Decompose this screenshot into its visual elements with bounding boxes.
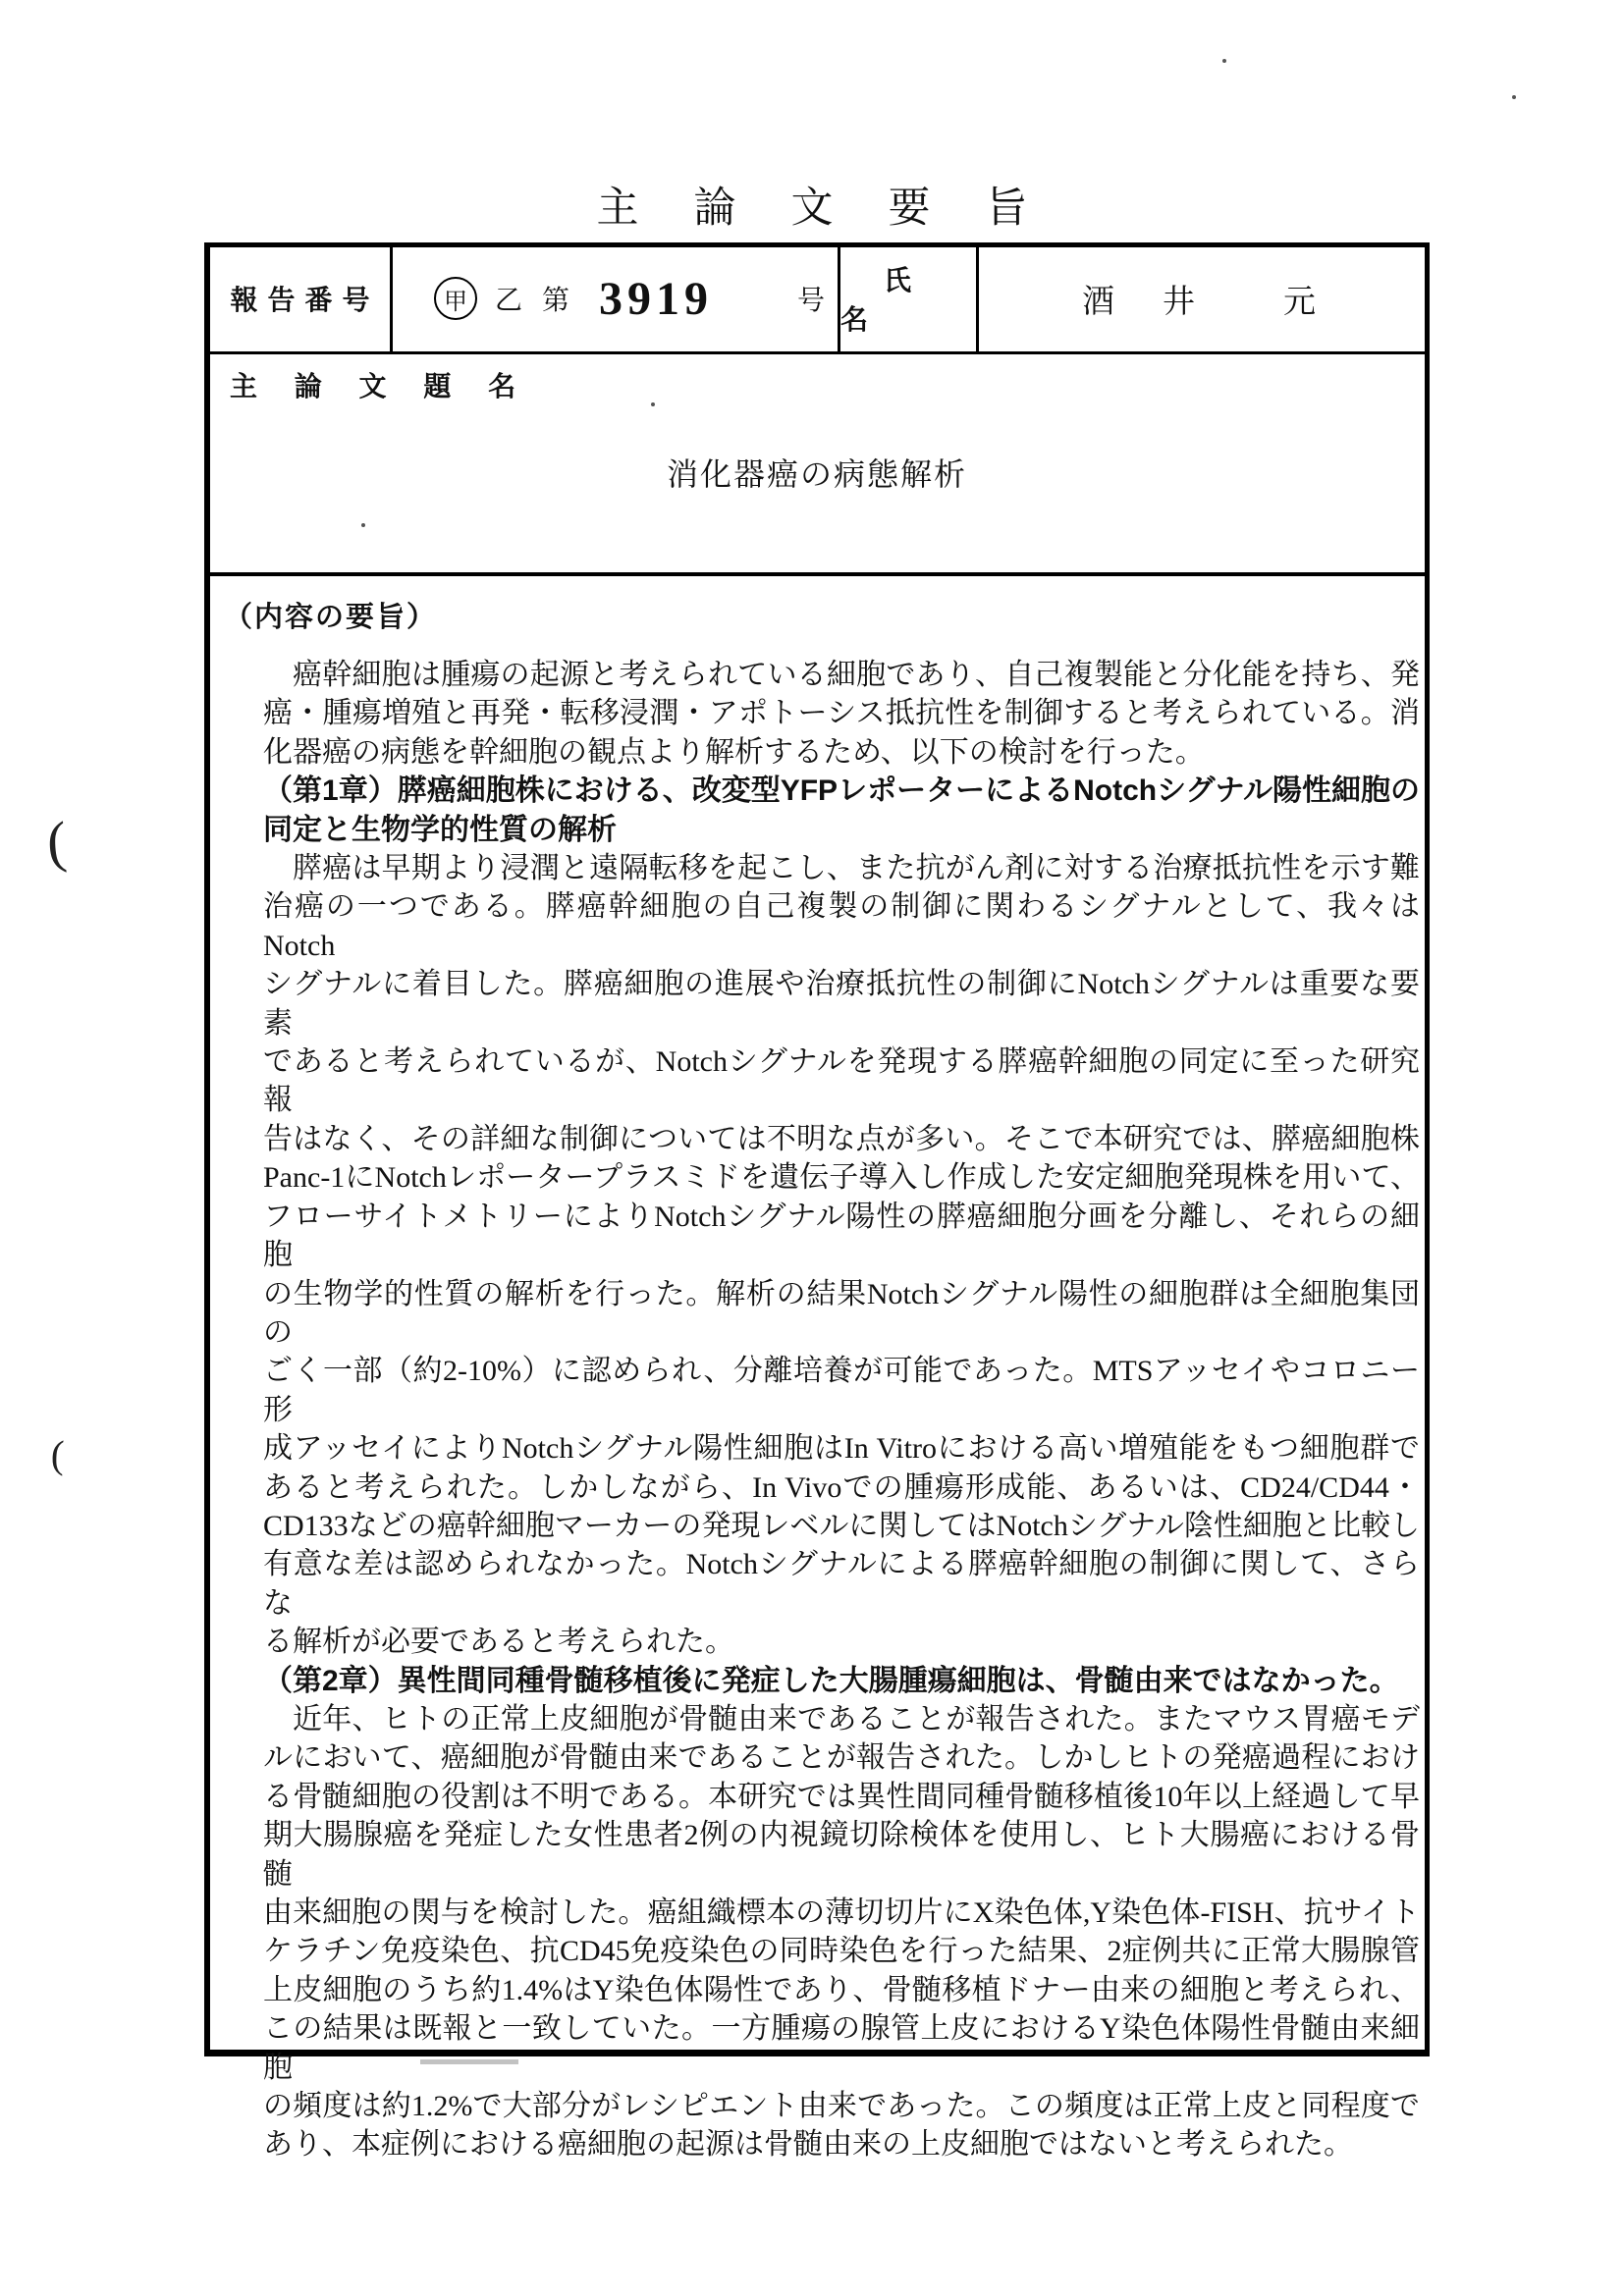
summary-line: あり、本症例における癌細胞の起源は骨髄由来の上皮細胞ではないと考えられた。 [263,2128,1353,2162]
summary-line: 近年、ヒトの正常上皮細胞が骨髄由来であることが報告された。またマウス胃癌モデ [293,1702,1420,1735]
summary-line: の生物学的性質の解析を行った。解析の結果Notchシグナル陽性の細胞群は全細胞集団の [263,1277,1420,1349]
degree-otsu-label: 乙 [495,285,523,315]
scan-speck [1222,59,1226,63]
name-value: 酒 井 元 [1082,284,1324,320]
summary-line: る解析が必要であると考えられた。 [263,1626,734,1659]
number-prefix: 第 [542,285,570,315]
summary-line: 癌幹細胞は腫瘍の起源と考えられている細胞であり、自己複製能と分化能を持ち、発 [293,659,1420,691]
handwritten-paren-mark: ( [44,809,69,875]
summary-line: であると考えられているが、Notchシグナルを発現する膵癌幹細胞の同定に至った研究報 [263,1045,1420,1117]
summary-line: 有意な差は認められなかった。Notchシグナルによる膵癌幹細胞の制御に関して、さらな [263,1548,1420,1620]
summary-line: Panc-1にNotchレポータープラスミドを遺伝子導入し作成した安定細胞発現株を用いて、 [263,1161,1420,1195]
summary-line: ルにおいて、癌細胞が骨髄由来であることが報告された。しかしヒトの発癌過程におけ [263,1741,1420,1775]
summary-line: あると考えられた。しかしながら、In Vivoでの腫瘍形成能、あるいは、CD24/CD44・ [263,1470,1420,1504]
report-number-label: 報告番号 [230,285,380,315]
summary-line: シグナルに着目した。膵癌細胞の進展や治療抵抗性の制御にNotchシグナルは重要な要素 [263,968,1420,1040]
thesis-title: 消化器癌の病態解析 [666,456,967,492]
summary-line: 期大腸腺癌を発症した女性患者2例の内視鏡切除検体を使用し、ヒト大腸癌における骨髄 [263,1819,1420,1891]
handwritten-paren-mark: ( [50,1431,66,1477]
summary-line: ケラチン免疫染色、抗CD45免疫染色の同時染色を行った結果、2症例共に正常大腸腺管 [263,1935,1420,1968]
summary-line: 化器癌の病態を幹細胞の観点より解析するため、以下の検討を行った。 [263,735,1205,769]
summary-line: る骨髄細胞の役割は不明である。本研究では異性間同種骨髄移植後10年以上経過して早 [263,1780,1420,1813]
scan-smudge [420,2059,518,2064]
summary-line: ごく一部（約2-10%）に認められ、分離培養が可能であった。MTSアッセイやコロニー形 [263,1355,1420,1426]
scan-speck [1512,95,1516,99]
table-divider [204,351,1430,354]
scan-speck [651,402,655,406]
chapter1-heading-line: 同定と生物学的性質の解析 [263,813,617,846]
page-title: 主論文要旨 [596,186,1083,232]
summary-line: 癌・腫瘍増殖と再発・転移浸潤・アポトーシス抵抗性を制御すると考えられている。消 [263,697,1420,730]
degree-kou-circled [434,277,477,320]
name-label: 氏名 [840,265,955,335]
summary-heading: （内容の要旨） [224,602,438,633]
summary-line: 由来細胞の関与を検討した。癌組織標本の薄切切片にX染色体,Y染色体-FISH、抗サイト [263,1896,1420,1929]
summary-line: 膵癌は早期より浸潤と遠隔転移を起こし、また抗がん剤に対する治療抵抗性を示す難 [293,852,1420,885]
summary-line: 上皮細胞のうち約1.4%はY染色体陽性であり、骨髄移植ドナー由来の細胞と考えられ、 [263,1973,1420,2006]
summary-line: 治癌の一つである。膵癌幹細胞の自己複製の制御に関わるシグナルとして、我々はNotch [263,890,1420,962]
report-number-stamp: 3919 [599,272,714,325]
scan-speck [361,523,365,527]
summary-line: の頻度は約1.2%で大部分がレシピエント由来であった。この頻度は正常上皮と同程度で [263,2090,1420,2123]
chapter1-heading-line: （第1章）膵癌細胞株における、改変型YFPレポーターによるNotchシグナル陽性細胞の [263,774,1420,808]
summary-line: 告はなく、その詳細な制御については不明な点が多い。そこで本研究では、膵癌細胞株 [263,1122,1420,1155]
number-suffix: 号 [797,285,826,315]
report-number-cell [393,245,835,351]
table-divider [204,572,1430,576]
thesis-title-label: 主 論 文 題 名 [230,371,531,401]
summary-body [263,656,1420,2164]
degree-kou-label: 甲 [444,288,467,315]
summary-line: CD133などの癌幹細胞マーカーの発現レベルに関してはNotchシグナル陰性細胞と比較し [263,1509,1420,1542]
summary-line: この結果は既報と一致していた。一方腫瘍の腺管上皮におけるY染色体陽性骨髄由来細胞 [263,2012,1420,2084]
chapter2-heading-line: （第2章）異性間同種骨髄移植後に発症した大腸腫瘍細胞は、骨髄由来ではなかった。 [263,1664,1399,1697]
summary-line: 成アッセイによりNotchシグナル陽性細胞はIn Vitroにおける高い増殖能をもつ細胞群で [263,1432,1420,1466]
summary-line: フローサイトメトリーによりNotchシグナル陽性の膵癌細胞分画を分離し、それらの細胞 [263,1200,1420,1272]
